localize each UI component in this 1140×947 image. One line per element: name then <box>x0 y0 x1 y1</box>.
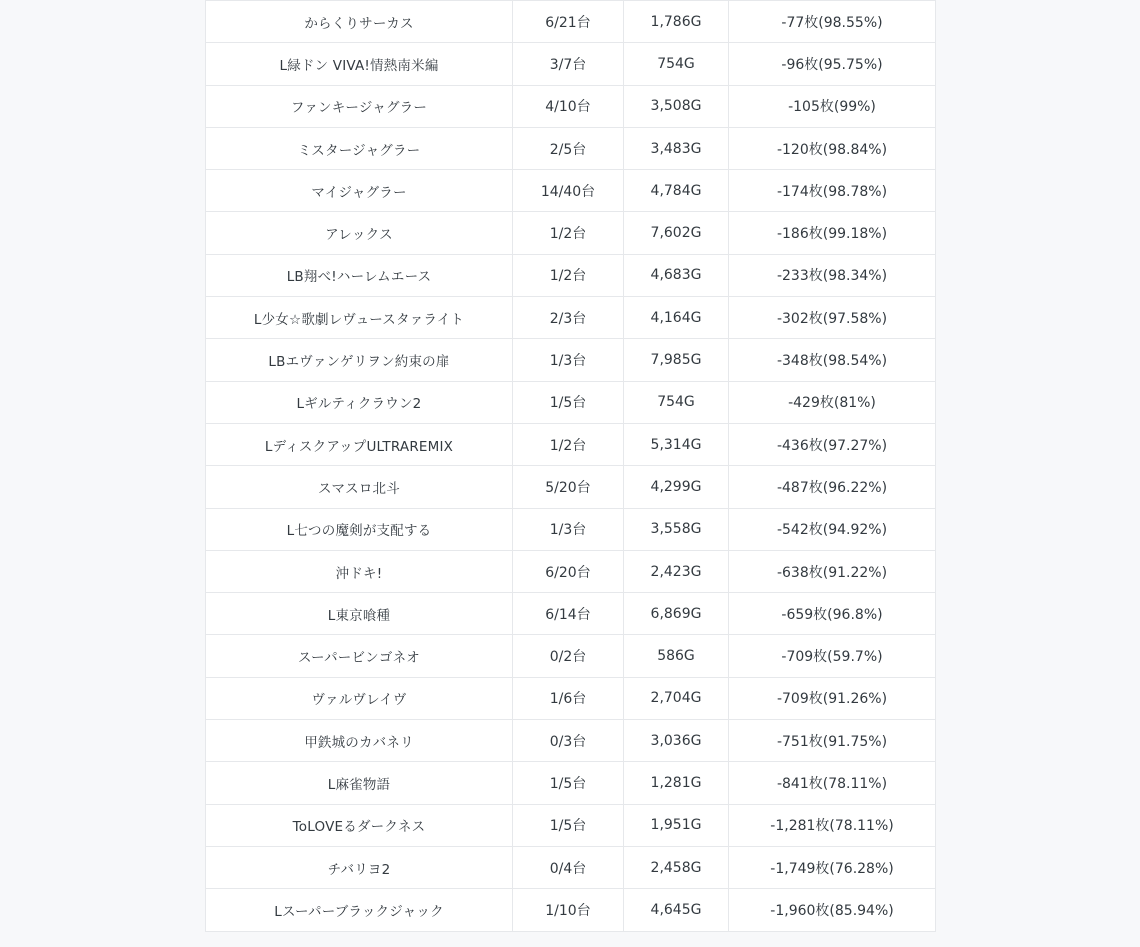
games-played-cell: 2,423G <box>624 550 729 592</box>
games-played-cell: 4,784G <box>624 170 729 212</box>
table-row <box>206 339 936 381</box>
table-row <box>206 508 936 550</box>
table-row <box>206 889 936 931</box>
table-body <box>206 1 936 932</box>
unit-ratio-cell: 1/5台 <box>513 381 624 423</box>
games-played-cell: 586G <box>624 635 729 677</box>
games-played-cell: 4,683G <box>624 254 729 296</box>
games-played-cell: 3,508G <box>624 85 729 127</box>
coin-result-cell: -302枚(97.58%) <box>729 297 936 339</box>
games-played-cell: 7,985G <box>624 339 729 381</box>
coin-result-cell: -487枚(96.22%) <box>729 466 936 508</box>
table-row <box>206 720 936 762</box>
machine-results-table <box>205 0 936 932</box>
machine-name-cell: アレックス <box>206 212 513 254</box>
table-row <box>206 170 936 212</box>
coin-result-cell: -96枚(95.75%) <box>729 43 936 85</box>
machine-results-table-wrapper <box>205 0 935 932</box>
machine-name-cell: 沖ドキ! <box>206 550 513 592</box>
machine-name-cell: LディスクアップULTRAREMIX <box>206 423 513 465</box>
coin-result-cell: -186枚(99.18%) <box>729 212 936 254</box>
coin-result-cell: -659枚(96.8%) <box>729 593 936 635</box>
coin-result-cell: -1,749枚(76.28%) <box>729 846 936 888</box>
games-played-cell: 754G <box>624 381 729 423</box>
table-row <box>206 297 936 339</box>
machine-name-cell: L東京喰種 <box>206 593 513 635</box>
games-played-cell: 7,602G <box>624 212 729 254</box>
coin-result-cell: -638枚(91.22%) <box>729 550 936 592</box>
table-row <box>206 846 936 888</box>
coin-result-cell: -841枚(78.11%) <box>729 762 936 804</box>
unit-ratio-cell: 1/5台 <box>513 762 624 804</box>
coin-result-cell: -105枚(99%) <box>729 85 936 127</box>
coin-result-cell: -542枚(94.92%) <box>729 508 936 550</box>
coin-result-cell: -174枚(98.78%) <box>729 170 936 212</box>
machine-name-cell: Lギルティクラウン2 <box>206 381 513 423</box>
machine-name-cell: LBエヴァンゲリヲン約束の扉 <box>206 339 513 381</box>
table-row <box>206 43 936 85</box>
games-played-cell: 3,036G <box>624 720 729 762</box>
games-played-cell: 5,314G <box>624 423 729 465</box>
table-row <box>206 466 936 508</box>
table-row <box>206 550 936 592</box>
unit-ratio-cell: 0/4台 <box>513 846 624 888</box>
machine-name-cell: Lスーパーブラックジャック <box>206 889 513 931</box>
unit-ratio-cell: 6/20台 <box>513 550 624 592</box>
machine-name-cell: 甲鉄城のカバネリ <box>206 720 513 762</box>
machine-name-cell: L少女☆歌劇レヴュースタァライト <box>206 297 513 339</box>
games-played-cell: 754G <box>624 43 729 85</box>
unit-ratio-cell: 1/2台 <box>513 423 624 465</box>
unit-ratio-cell: 1/6台 <box>513 677 624 719</box>
coin-result-cell: -1,281枚(78.11%) <box>729 804 936 846</box>
games-played-cell: 2,458G <box>624 846 729 888</box>
machine-name-cell: スーパービンゴネオ <box>206 635 513 677</box>
machine-name-cell: マイジャグラー <box>206 170 513 212</box>
machine-name-cell: ヴァルヴレイヴ <box>206 677 513 719</box>
table-row <box>206 212 936 254</box>
games-played-cell: 1,786G <box>624 1 729 43</box>
machine-name-cell: チバリヨ2 <box>206 846 513 888</box>
unit-ratio-cell: 6/14台 <box>513 593 624 635</box>
table-row <box>206 423 936 465</box>
games-played-cell: 4,645G <box>624 889 729 931</box>
machine-name-cell: ToLOVEるダークネス <box>206 804 513 846</box>
games-played-cell: 1,281G <box>624 762 729 804</box>
unit-ratio-cell: 2/3台 <box>513 297 624 339</box>
unit-ratio-cell: 1/2台 <box>513 212 624 254</box>
games-played-cell: 1,951G <box>624 804 729 846</box>
coin-result-cell: -709枚(91.26%) <box>729 677 936 719</box>
unit-ratio-cell: 0/3台 <box>513 720 624 762</box>
machine-name-cell: LB翔べ!ハーレムエース <box>206 254 513 296</box>
games-played-cell: 2,704G <box>624 677 729 719</box>
table-row <box>206 254 936 296</box>
coin-result-cell: -429枚(81%) <box>729 381 936 423</box>
unit-ratio-cell: 6/21台 <box>513 1 624 43</box>
machine-name-cell: L緑ドン VIVA!情熱南米編 <box>206 43 513 85</box>
unit-ratio-cell: 1/5台 <box>513 804 624 846</box>
unit-ratio-cell: 5/20台 <box>513 466 624 508</box>
machine-name-cell: からくりサーカス <box>206 1 513 43</box>
coin-result-cell: -120枚(98.84%) <box>729 127 936 169</box>
table-row <box>206 1 936 43</box>
coin-result-cell: -751枚(91.75%) <box>729 720 936 762</box>
unit-ratio-cell: 1/10台 <box>513 889 624 931</box>
unit-ratio-cell: 1/3台 <box>513 339 624 381</box>
games-played-cell: 4,299G <box>624 466 729 508</box>
coin-result-cell: -1,960枚(85.94%) <box>729 889 936 931</box>
table-row <box>206 593 936 635</box>
machine-name-cell: L七つの魔剣が支配する <box>206 508 513 550</box>
machine-name-cell: スマスロ北斗 <box>206 466 513 508</box>
coin-result-cell: -233枚(98.34%) <box>729 254 936 296</box>
table-row <box>206 381 936 423</box>
table-row <box>206 635 936 677</box>
coin-result-cell: -77枚(98.55%) <box>729 1 936 43</box>
unit-ratio-cell: 0/2台 <box>513 635 624 677</box>
unit-ratio-cell: 2/5台 <box>513 127 624 169</box>
coin-result-cell: -709枚(59.7%) <box>729 635 936 677</box>
table-row <box>206 804 936 846</box>
table-row <box>206 127 936 169</box>
table-row <box>206 762 936 804</box>
games-played-cell: 3,558G <box>624 508 729 550</box>
games-played-cell: 4,164G <box>624 297 729 339</box>
machine-name-cell: ミスタージャグラー <box>206 127 513 169</box>
machine-name-cell: L麻雀物語 <box>206 762 513 804</box>
coin-result-cell: -436枚(97.27%) <box>729 423 936 465</box>
unit-ratio-cell: 4/10台 <box>513 85 624 127</box>
coin-result-cell: -348枚(98.54%) <box>729 339 936 381</box>
unit-ratio-cell: 1/2台 <box>513 254 624 296</box>
unit-ratio-cell: 3/7台 <box>513 43 624 85</box>
machine-name-cell: ファンキージャグラー <box>206 85 513 127</box>
unit-ratio-cell: 14/40台 <box>513 170 624 212</box>
games-played-cell: 6,869G <box>624 593 729 635</box>
table-row <box>206 677 936 719</box>
unit-ratio-cell: 1/3台 <box>513 508 624 550</box>
games-played-cell: 3,483G <box>624 127 729 169</box>
table-row <box>206 85 936 127</box>
